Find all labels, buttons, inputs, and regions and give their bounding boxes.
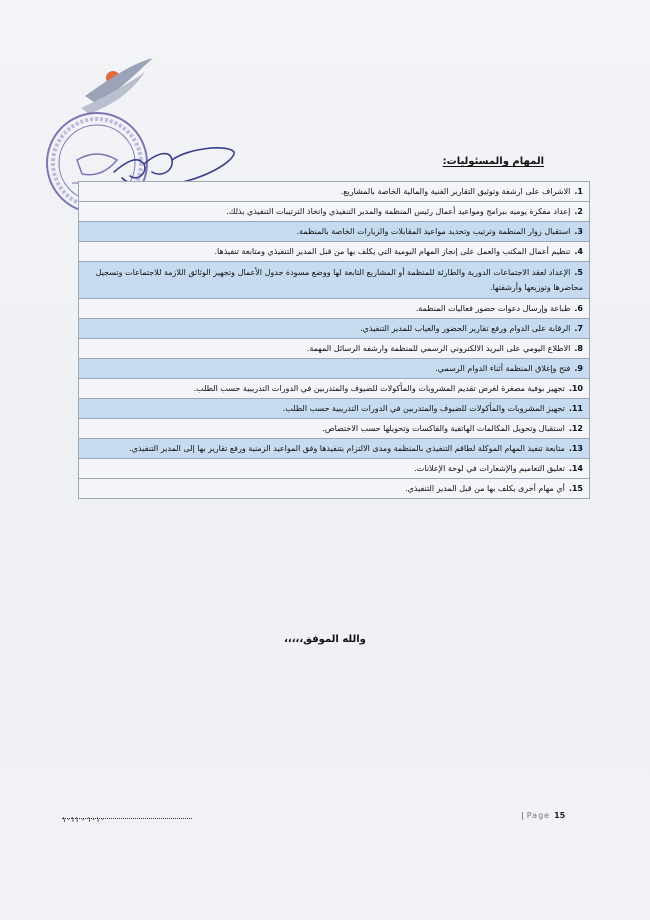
task-cell <box>79 319 590 339</box>
task-row <box>79 202 590 222</box>
task-text: فتح وإغلاق المنظمة أثناء الدوام الرسمي. <box>435 364 571 373</box>
task-number: 6. <box>574 304 583 313</box>
task-row <box>79 222 590 242</box>
task-text: استقبال وتحويل المكالمات الهاتفية والفاكسات وتحويلها حسب الاختصاص. <box>322 424 565 433</box>
task-cell <box>79 299 590 319</box>
task-number: 9. <box>574 364 583 373</box>
task-number: 7. <box>574 324 583 333</box>
task-row <box>79 262 590 299</box>
task-number: 12. <box>568 424 583 433</box>
task-number: 13. <box>568 444 583 453</box>
task-cell <box>79 419 590 439</box>
task-row <box>79 399 590 419</box>
task-row <box>79 299 590 319</box>
task-cell <box>79 262 590 299</box>
task-row <box>79 479 590 499</box>
task-text: الاشراف على ارشفة وتوثيق التقارير الفنية والمالية الخاصة بالمشاريع. <box>340 187 571 196</box>
page-number: | Page 15 <box>521 811 566 820</box>
task-cell <box>79 202 590 222</box>
task-text: تنظيم أعمال المكتب والعمل على إنجاز المهام اليومية التي يكلف بها من قبل المدير التنفيذي ومتابعة تنفيذها. <box>214 247 571 256</box>
task-text: استقبال زوار المنظمة وترتيب وتحديد مواعيد المقابلات والزيارات الخاصة بالمنظمة. <box>296 227 571 236</box>
tasks-table <box>78 181 590 499</box>
task-cell <box>79 242 590 262</box>
task-row <box>79 242 590 262</box>
task-cell <box>79 479 590 499</box>
task-text: الإعداد لعقد الاجتماعات الدورية والطارئة للمنظمة أو المشاريع التابعة لها ووضع مسودة جدول الأعمال وتجهيز الوثائق اللازمة للاجتماعات وتسجيل محاضرها وتوزيعها وأرشفتها. <box>95 268 583 292</box>
section-title: المهام والمسئوليات: <box>442 156 544 167</box>
task-cell <box>79 222 590 242</box>
task-number: 15. <box>568 484 583 493</box>
task-cell <box>79 399 590 419</box>
task-text: متابعة تنفيذ المهام الموكلة لطاقم التنفيذي بالمنظمة ومدى الالتزام بتنفيذها وفق المواعيد الزمنية ورفع تقارير بها إلى المدير التنفيذي. <box>129 444 565 453</box>
task-number: 1. <box>574 187 583 196</box>
task-cell <box>79 182 590 202</box>
task-cell <box>79 459 590 479</box>
task-number: 14. <box>568 464 583 473</box>
task-cell <box>79 379 590 399</box>
task-text: الاطلاع اليومي على البريد الالكتروني الرسمي للمنظمة وارشفه الرسائل المهمة. <box>306 344 571 353</box>
task-text: أي مهام أخرى يكلف بها من قبل المدير التنفيذي. <box>405 484 565 493</box>
page-number-value: 15 <box>554 811 566 820</box>
task-number: 2. <box>574 207 583 216</box>
task-cell <box>79 439 590 459</box>
closing-line: والله الموفق،،،،، <box>284 634 366 645</box>
task-text: إعداد مفكرة يوميه ببرامج ومواعيد أعمال رئيس المنظمة والمدير التنفيذي واتخاذ الترتيبات التنفيذي بذلك. <box>226 207 571 216</box>
task-row <box>79 359 590 379</box>
task-row <box>79 379 590 399</box>
task-number: 8. <box>574 344 583 353</box>
task-text: تجهيز المشروبات والمأكولات للضيوف والمتدربين في الدورات التدريبية حسب الطلب. <box>282 404 565 413</box>
task-text: الرقابة على الدوام ورفع تقارير الحضور والغياب للمدير التنفيذي. <box>360 324 571 333</box>
task-row <box>79 419 590 439</box>
task-cell <box>79 359 590 379</box>
task-row <box>79 182 590 202</box>
task-text: طباعة وإرسال دعوات حضور فعاليات المنظمة. <box>415 304 571 313</box>
task-row <box>79 439 590 459</box>
task-number: 11. <box>568 404 583 413</box>
task-number: 4. <box>574 247 583 256</box>
task-number: 10. <box>568 384 583 393</box>
task-row <box>79 319 590 339</box>
task-text: تعليق التعاميم والإشعارات في لوحة الإعلانات. <box>414 464 565 473</box>
page-label: Page <box>526 811 551 820</box>
footer-reference: ١٠١٠ - ١٠١١ <box>62 815 105 824</box>
task-row <box>79 459 590 479</box>
task-number: 5. <box>574 268 583 277</box>
task-cell <box>79 339 590 359</box>
task-text: تجهيز بوفية مصغرة لغرض تقديم المشروبات والمأكولات للضيوف والمتدربين في الدورات التدريبية حسب الطلب. <box>193 384 565 393</box>
task-number: 3. <box>574 227 583 236</box>
task-row <box>79 339 590 359</box>
